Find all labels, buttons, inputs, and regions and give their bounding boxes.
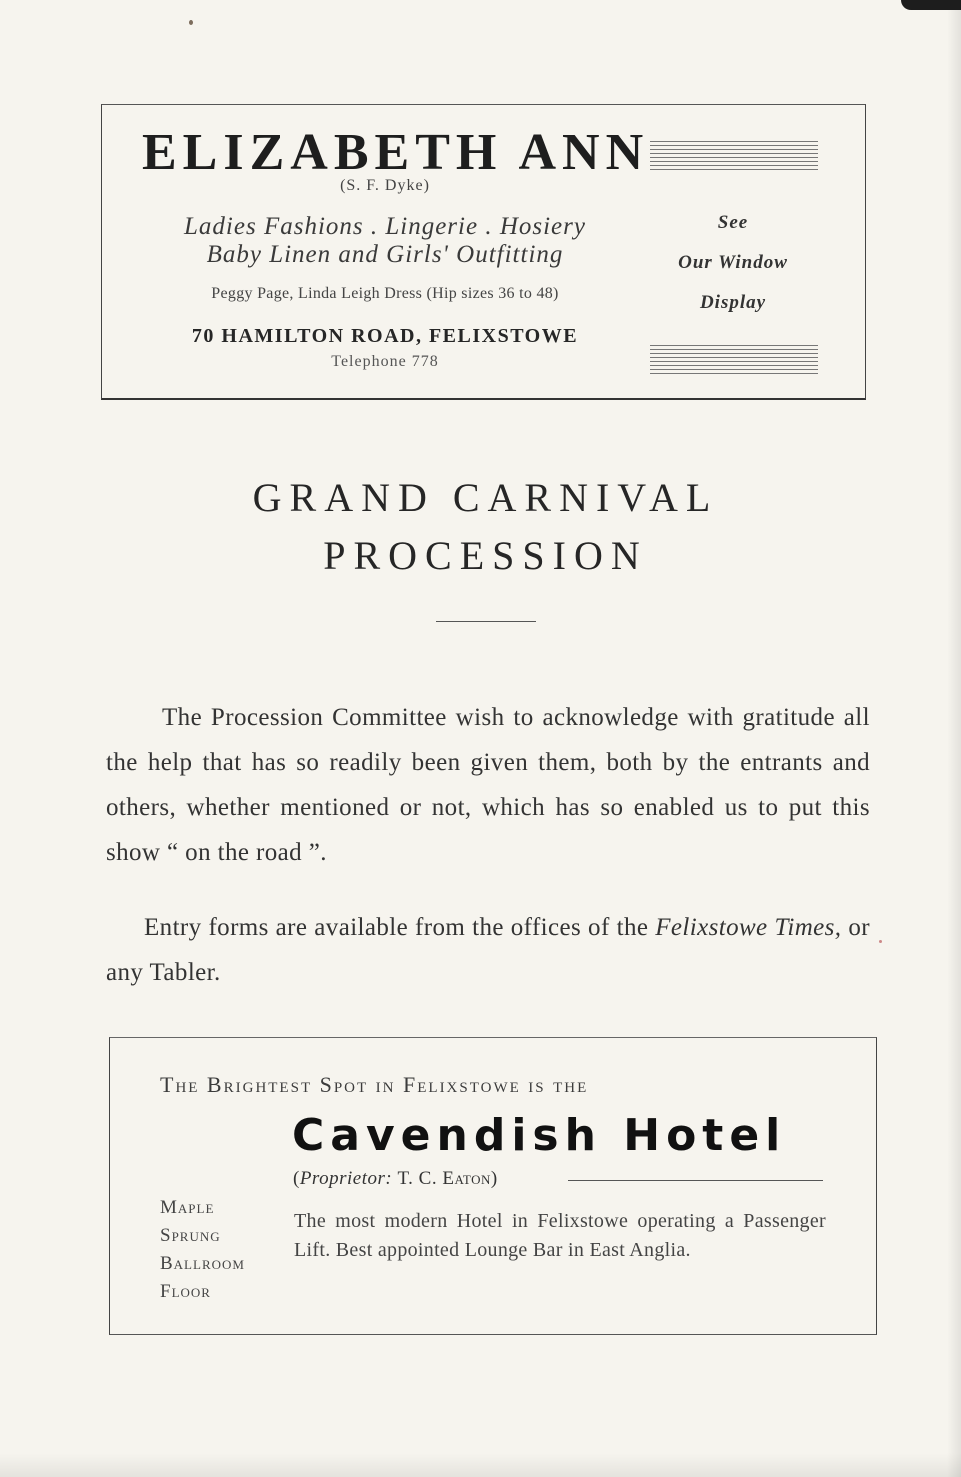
paragraph-text: or any Tabler. [106, 914, 871, 986]
ballroom-note-line: Ballroom [160, 1253, 245, 1274]
proprietor-rule [568, 1180, 823, 1181]
ballroom-note-line: Floor [160, 1281, 211, 1302]
proprietor-name: T. C. Eaton [397, 1168, 491, 1189]
window-note-line: Our Window [678, 252, 788, 273]
article-heading: GRAND CARNIVAL [252, 475, 719, 520]
shop-brands-line: Peggy Page, Linda Leigh Dress (Hip sizes 36 to 48) [211, 285, 559, 302]
newspaper-name: Felixstowe Times, [655, 914, 842, 941]
hotel-name: Cavendish Hotel [292, 1110, 787, 1161]
shop-owner: (S. F. Dyke) [340, 177, 430, 194]
shop-goods-line: Baby Linen and Girls' Outfitting [206, 241, 564, 268]
page-bottom-shadow [0, 1453, 961, 1477]
article-paragraph: The Procession Committee wish to acknowledge with gratitude all the help that has so readily been given them, both by the entrants and others, whether mentioned or not, which has so enabled us to put this show “ on the road ”. [106, 704, 870, 866]
hatched-rule-decoration [650, 345, 818, 375]
hotel-proprietor: (Proprietor: T. C. Eaton) [293, 1168, 498, 1189]
window-note-line: Display [699, 292, 767, 313]
hatched-rule-decoration [650, 141, 818, 171]
shop-telephone: Telephone 778 [331, 353, 439, 370]
proprietor-label: Proprietor [299, 1168, 386, 1189]
ballroom-note-line: Sprung [160, 1225, 221, 1246]
paragraph-text: Entry forms are available from the offices of the [144, 914, 656, 941]
shop-name: ELIZABETH ANN [142, 124, 650, 181]
page-corner-shadow [901, 0, 961, 10]
elizabeth-ann-advertisement [101, 104, 866, 400]
ballroom-note [160, 1194, 280, 1306]
shop-goods-line: Ladies Fashions . Lingerie . Hosiery [184, 213, 586, 240]
hotel-description: The most modern Hotel in Felixstowe operating a Passenger Lift. Best appointed Lounge Bar in East Anglia. [294, 1210, 826, 1261]
page-edge-shadow [947, 0, 961, 1477]
heading-divider [436, 621, 536, 622]
article-paragraph [106, 905, 870, 995]
cavendish-hotel-advertisement [109, 1037, 877, 1335]
ad-tagline: The Brightest Spot in Felixstowe is the [160, 1072, 589, 1097]
window-note-line: See [717, 212, 749, 233]
article-heading: PROCESSION [323, 533, 648, 578]
shop-address: 70 HAMILTON ROAD, FELIXSTOWE [191, 325, 579, 347]
window-display-note [642, 203, 824, 323]
ballroom-note-line: Maple [160, 1197, 215, 1218]
paper-fleck [879, 940, 882, 943]
paper-fleck [189, 20, 193, 25]
